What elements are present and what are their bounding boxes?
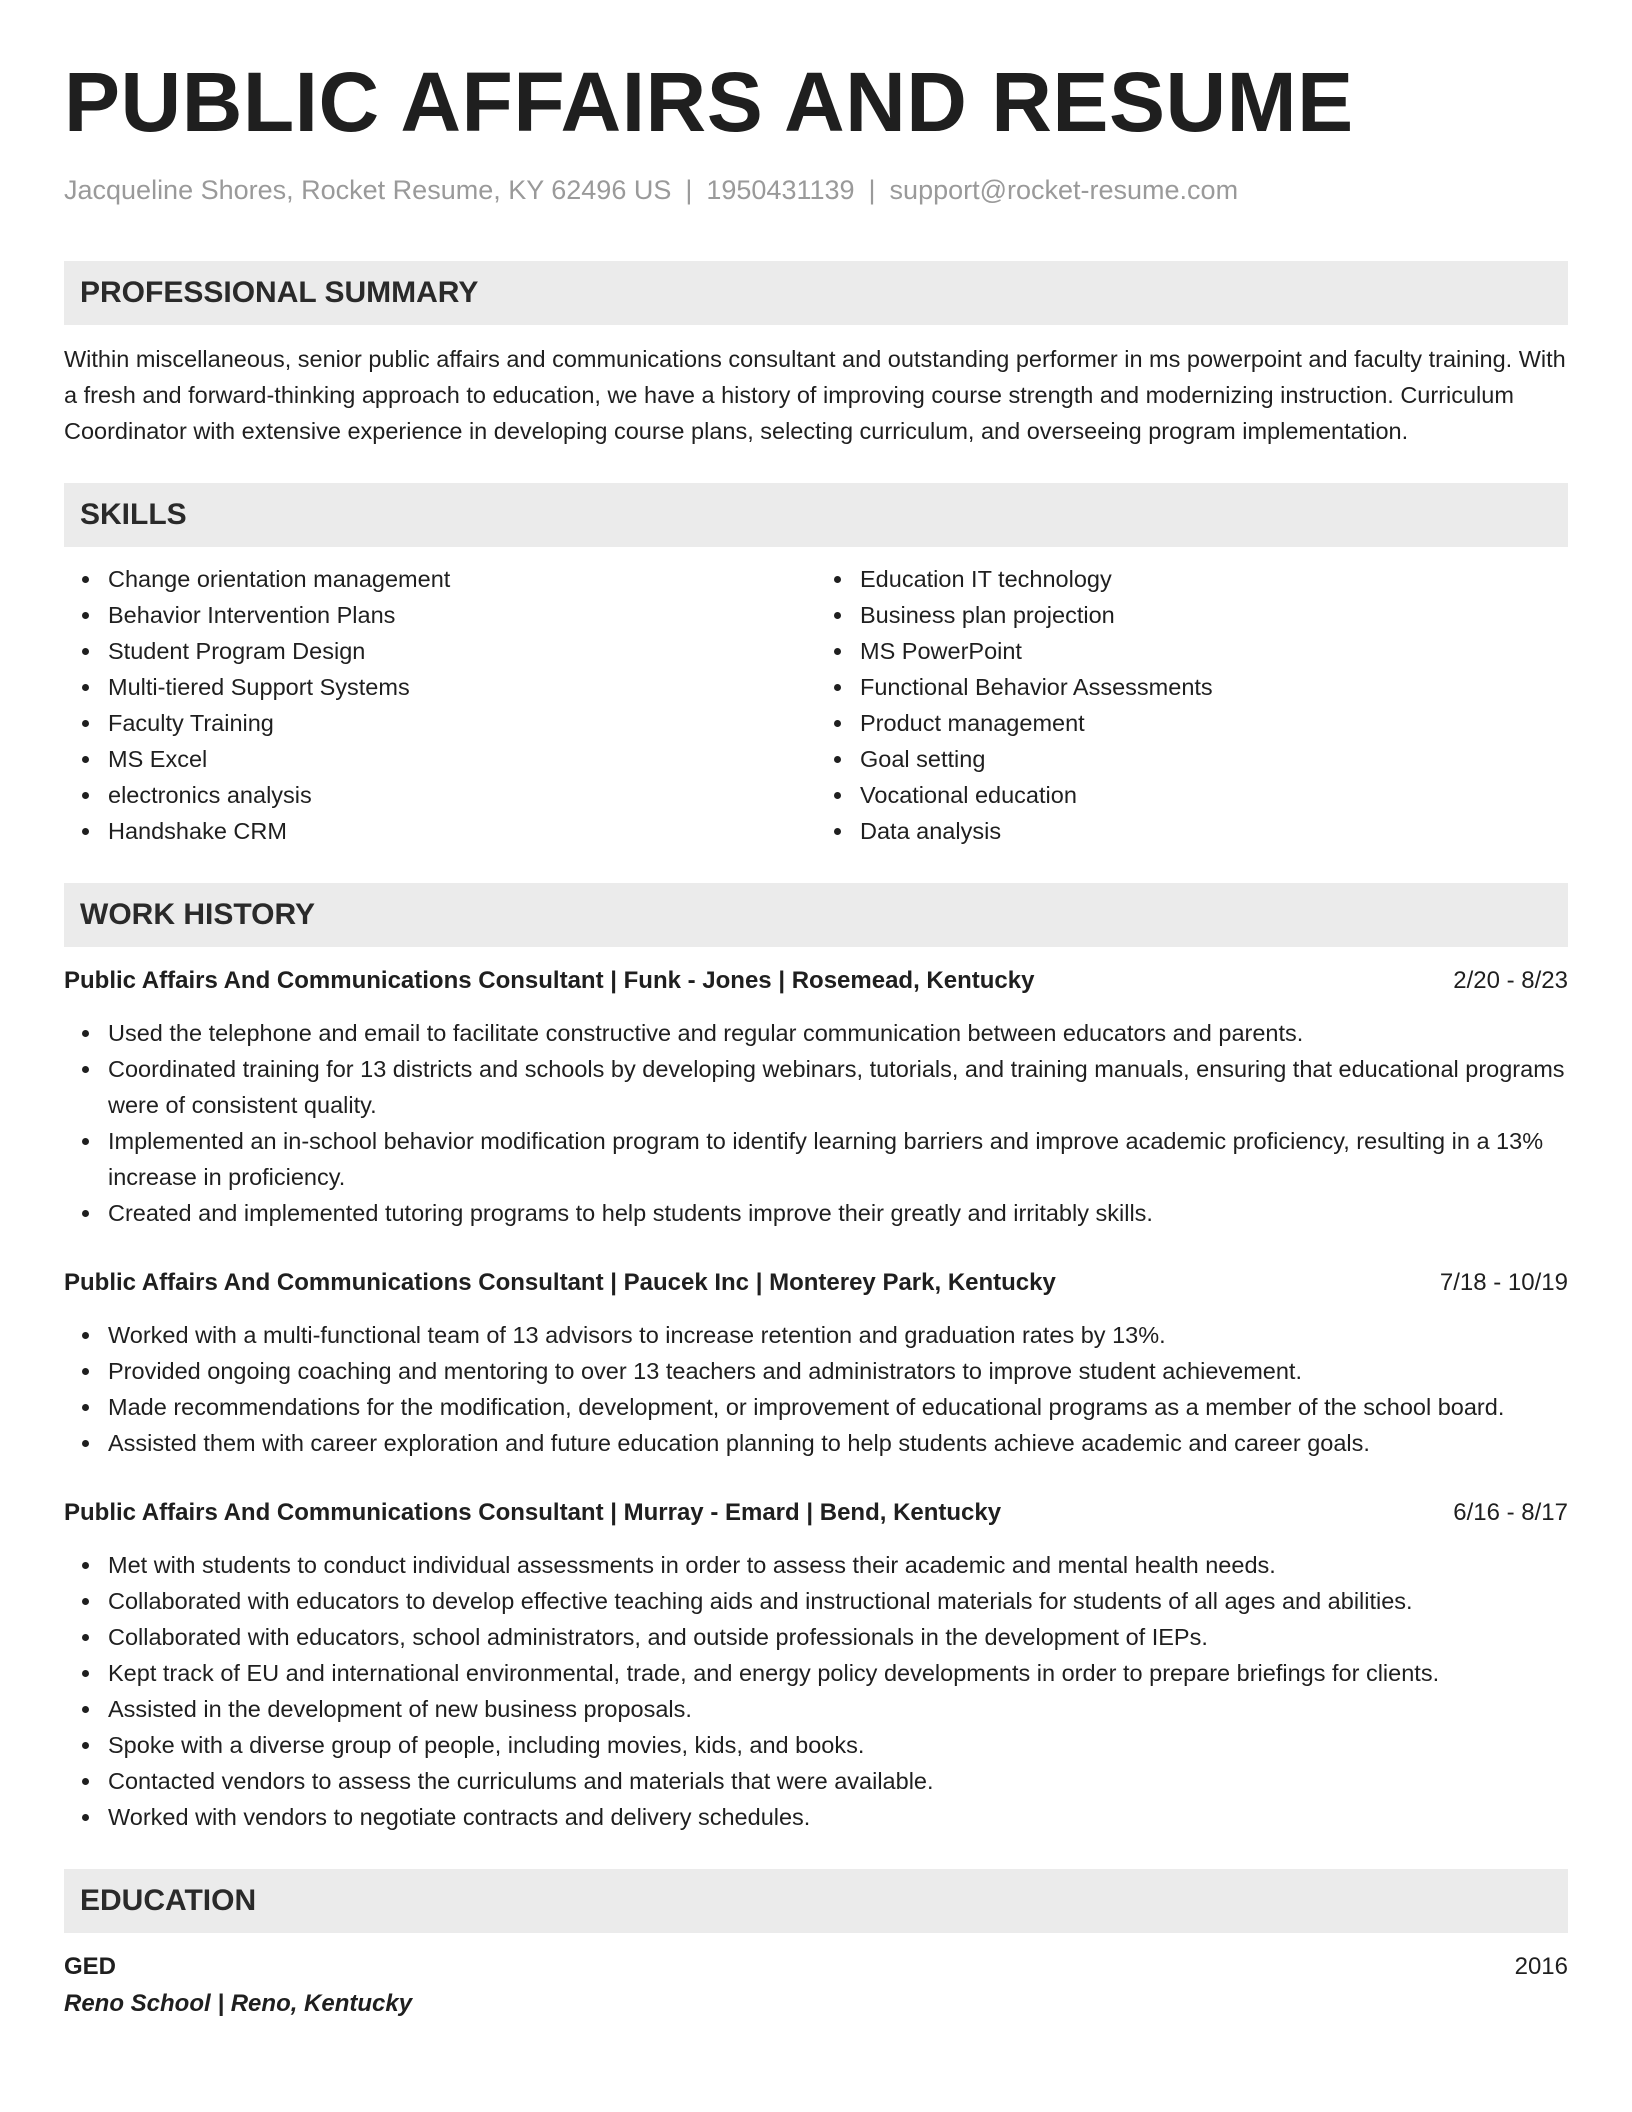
skill-item: Behavior Intervention Plans — [108, 597, 816, 633]
job-bullets — [64, 1547, 1568, 1835]
job-bullet: Worked with vendors to negotiate contracts and delivery schedules. — [108, 1799, 1568, 1835]
job-entry — [64, 963, 1568, 1231]
skill-item: Data analysis — [860, 813, 1568, 849]
job-bullet: Made recommendations for the modification, development, or improvement of educational programs as a member of the school board. — [108, 1389, 1568, 1425]
job-title: Public Affairs And Communications Consultant | Murray - Emard | Bend, Kentucky — [64, 1499, 1002, 1526]
education-school: Reno School | Reno, Kentucky — [64, 1990, 413, 2017]
job-bullet: Assisted in the development of new business proposals. — [108, 1691, 1568, 1727]
contact-separator: | — [868, 175, 876, 205]
skill-item: Multi-tiered Support Systems — [108, 669, 816, 705]
job-bullet: Collaborated with educators to develop effective teaching aids and instructional materials for students of all ages and abilities. — [108, 1583, 1568, 1619]
job-bullet: Worked with a multi-functional team of 13 advisors to increase retention and graduation rates by 13%. — [108, 1317, 1568, 1353]
job-bullet: Met with students to conduct individual assessments in order to assess their academic and mental health needs. — [108, 1547, 1568, 1583]
job-bullet: Coordinated training for 13 districts and schools by developing webinars, tutorials, and training manuals, ensuring that educational programs were of consistent quality. — [108, 1051, 1568, 1123]
skill-item: MS Excel — [108, 741, 816, 777]
job-bullet: Spoke with a diverse group of people, including movies, kids, and books. — [108, 1727, 1568, 1763]
job-bullet: Assisted them with career exploration and future education planning to help students achieve academic and career goals. — [108, 1425, 1568, 1461]
education-degree: GED — [64, 1953, 117, 1980]
job-bullet: Kept track of EU and international environmental, trade, and energy policy developments in order to prepare briefings for clients. — [108, 1655, 1568, 1691]
job-dates: 6/16 - 8/17 — [1453, 1499, 1568, 1526]
job-dates: 7/18 - 10/19 — [1439, 1269, 1568, 1296]
job-header — [64, 1495, 1568, 1531]
job-header — [64, 963, 1568, 999]
job-bullets — [64, 1317, 1568, 1461]
education-heading: EDUCATION — [64, 1869, 1568, 1933]
skill-item: Vocational education — [860, 777, 1568, 813]
job-bullet: Created and implemented tutoring programs to help students improve their greatly and irritably skills. — [108, 1195, 1568, 1231]
contact-line — [64, 172, 1568, 208]
job-bullets — [64, 1015, 1568, 1231]
skills-column-right — [816, 561, 1568, 849]
job-title: Public Affairs And Communications Consultant | Funk - Jones | Rosemead, Kentucky — [64, 967, 1035, 994]
skill-item: Education IT technology — [860, 561, 1568, 597]
job-dates: 2/20 - 8/23 — [1453, 967, 1568, 994]
skill-item: Functional Behavior Assessments — [860, 669, 1568, 705]
skill-item: Student Program Design — [108, 633, 816, 669]
skill-item: Goal setting — [860, 741, 1568, 777]
resume-title: PUBLIC AFFAIRS AND RESUME — [64, 55, 1354, 149]
skill-item: Faculty Training — [108, 705, 816, 741]
job-entry — [64, 1265, 1568, 1461]
skill-item: electronics analysis — [108, 777, 816, 813]
job-bullet: Used the telephone and email to facilitate constructive and regular communication between educators and parents. — [108, 1015, 1568, 1051]
education-year: 2016 — [1514, 1953, 1568, 1980]
contact-address: Jacqueline Shores, Rocket Resume, KY 62496 US — [64, 175, 672, 205]
skill-item: MS PowerPoint — [860, 633, 1568, 669]
job-header — [64, 1265, 1568, 1301]
contact-phone: 1950431139 — [706, 175, 855, 205]
skill-item: Handshake CRM — [108, 813, 816, 849]
job-bullet: Contacted vendors to assess the curriculums and materials that were available. — [108, 1763, 1568, 1799]
education-header — [64, 1949, 1568, 1985]
contact-separator: | — [685, 175, 693, 205]
job-entry — [64, 1495, 1568, 1835]
skill-item: Product management — [860, 705, 1568, 741]
job-bullet: Collaborated with educators, school administrators, and outside professionals in the development of IEPs. — [108, 1619, 1568, 1655]
skills-list — [64, 561, 1568, 849]
skills-column-left — [64, 561, 816, 849]
skills-heading: SKILLS — [64, 483, 1568, 547]
job-bullet: Provided ongoing coaching and mentoring to over 13 teachers and administrators to improve student achievement. — [108, 1353, 1568, 1389]
work-history-heading: WORK HISTORY — [64, 883, 1568, 947]
job-bullet: Implemented an in-school behavior modification program to identify learning barriers and improve academic proficiency, resulting in a 13% increase in proficiency. — [108, 1123, 1568, 1195]
summary-heading: PROFESSIONAL SUMMARY — [64, 261, 1568, 325]
skill-item: Business plan projection — [860, 597, 1568, 633]
summary-text: Within miscellaneous, senior public affairs and communications consultant and outstanding performer in ms powerpoint and faculty training. With a fresh and forward-thinking approach to education, we have a history of improving course strength and modernizing instruction. Curriculum Coordinator with extensive experience in developing course plans, selecting curriculum, and overseeing program implementation. — [64, 346, 1566, 444]
job-title: Public Affairs And Communications Consultant | Paucek Inc | Monterey Park, Kentucky — [64, 1269, 1056, 1296]
contact-email: support@rocket-resume.com — [889, 175, 1239, 205]
skill-item: Change orientation management — [108, 561, 816, 597]
